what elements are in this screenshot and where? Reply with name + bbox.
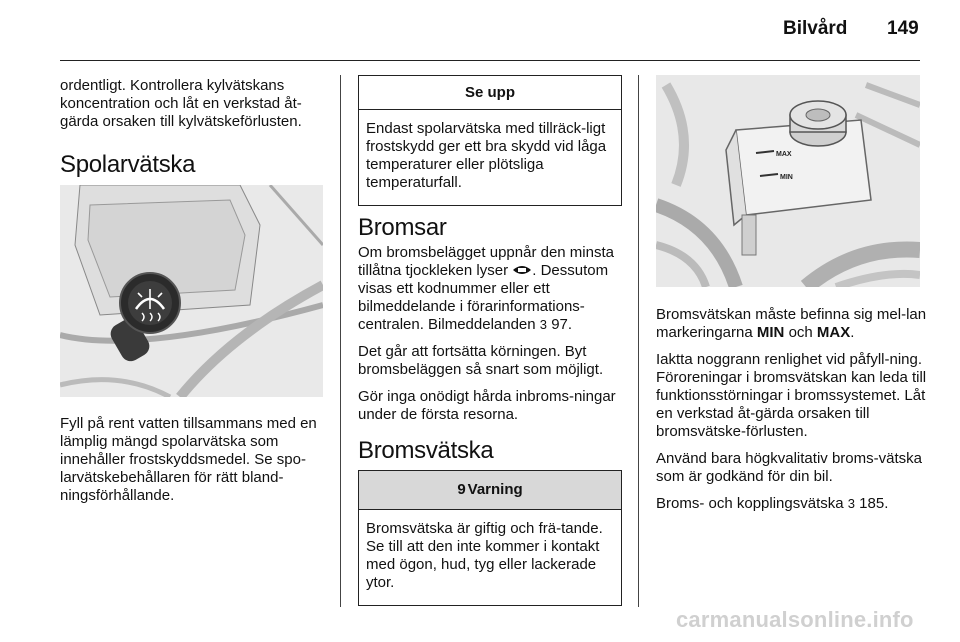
max-mark-label: MAX [776,151,792,158]
heading-spolarvatska: Spolarvätska [60,151,196,178]
min-mark-label: MIN [780,174,793,181]
warning-box [358,470,622,606]
brake-fluid-paragraph-1 [656,306,930,342]
warning-triangle-icon: 9 [457,481,466,498]
washer-fluid-paragraph: Fyll på rent vatten tillsammans med en lämplig mängd spolarvätska som innehåller frostskyddsmedel. Se spo-larvätskebehållaren för rätt bland-ningsförhållande. [60,415,317,504]
brake-fluid-paragraph-2: Iaktta noggrann renlighet vid påfyll-ning. Föroreningar i bromsvätskan kan leda till funktionsstörningar i bromssystemet. Låt en verkstad åt-gärda orsaken till bromsvätske-förlusten. [656,351,927,440]
max-keyword: MAX [816,324,851,341]
brakes-paragraph-1 [358,244,626,334]
warning-text: Bromsvätska är giftig och frä-tande. Se till att den inte kommer i kontakt med ögon, hud, tyg eller lackerade ytor. [366,520,603,591]
period: . [850,324,855,341]
brakes-paragraph-2: Det går att fortsätta körningen. Byt bromsbeläggen så snart som möjligt. [358,343,604,378]
page-reference-arrow: 3 [539,317,548,332]
brake-fluid-reservoir-illustration [656,75,920,287]
brake-fluid-paragraph-4 [656,495,930,513]
brake-fluid-p4-start: Broms- och kopplingsvätska [656,495,844,512]
heading-bromsvatska: Bromsvätska [358,437,494,464]
brakes-text [358,244,626,433]
caution-text: Endast spolarvätska med tillräck-ligt frostskydd ger ett bra skydd vid låga temperaturer eller plötsliga temperaturfall. [366,120,607,191]
column-divider-1 [340,75,341,607]
brakes-p1-page-ref[interactable]: 97. [551,316,573,333]
page-reference-arrow-2: 3 [847,496,855,511]
page-number: 149 [887,18,919,39]
brake-fluid-p1-start: Bromsvätskan måste befinna sig mel-lan markeringarna [656,306,927,341]
heading-bromsar: Bromsar [358,214,447,241]
warning-title: Varning [467,481,523,498]
watermark-text: carmanualsonline.info [676,607,914,632]
brake-reservoir-drawing [656,75,920,287]
caution-box [358,75,622,206]
washer-reservoir-drawing [60,185,323,397]
caution-title: Se upp [359,76,621,110]
brake-fluid-text [656,306,930,522]
brakes-paragraph-3: Gör inga onödigt hårda inbroms-ningar under de första resorna. [358,388,616,423]
warning-header [359,471,621,510]
washer-fluid-illustration [60,185,323,397]
brakes-p1-start: Om bromsbelägget uppnår den minsta tillåtna tjockleken lyser [358,244,614,279]
brake-pad-warning-icon [512,264,532,276]
intro-paragraph: ordentligt. Kontrollera kylvätskans koncentration och låt en verkstad åt-gärda orsaken till kylvätskeförlusten. [60,77,302,130]
running-header-title: Bilvård [783,18,848,39]
brake-fluid-paragraph-3: Använd bara högkvalitativ broms-vätska som är godkänd för din bil. [656,450,922,485]
header-rule [60,60,920,61]
and-word: och [788,324,813,341]
min-keyword: MIN [756,324,785,341]
brake-fluid-page-ref[interactable]: 185. [859,495,889,512]
brakes-p1-end: . Dessutom visas ett kodnummer eller ett bilmeddelande i förarinformations-centralen. Bilmeddelanden [358,262,609,333]
column-divider-2 [638,75,639,607]
